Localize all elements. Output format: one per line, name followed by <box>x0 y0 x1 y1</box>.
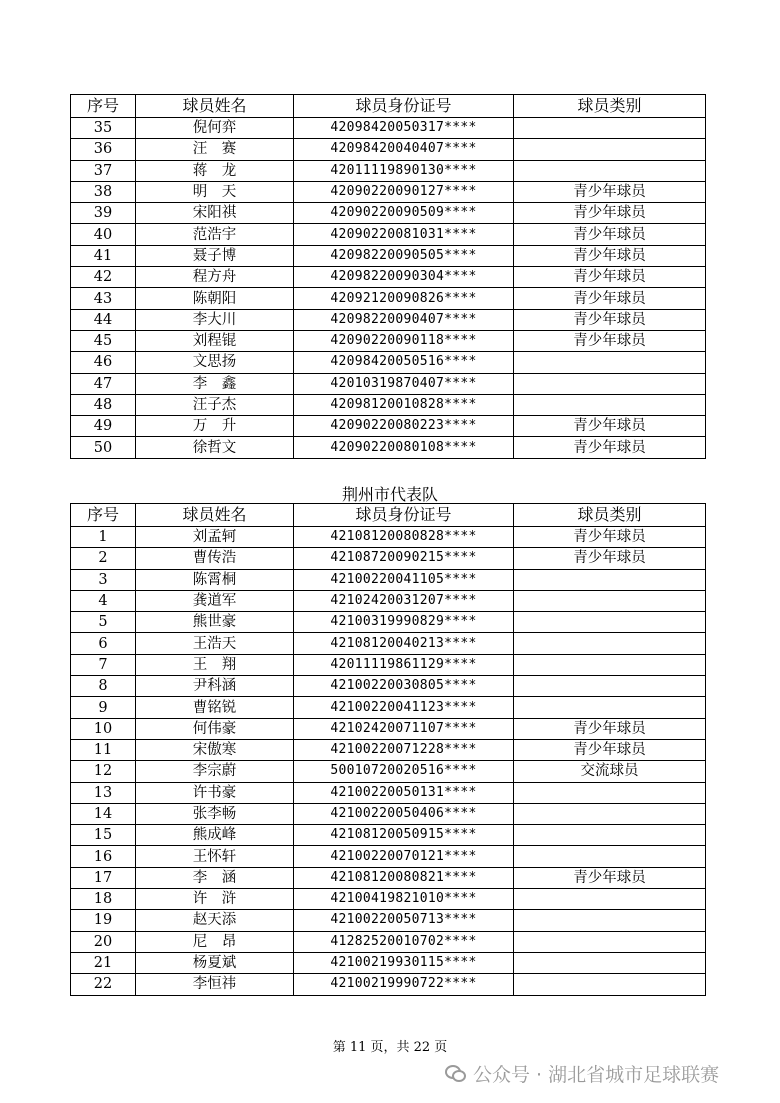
wechat-icon <box>445 1064 465 1082</box>
cell-seq: 5 <box>71 612 136 633</box>
cell-type <box>514 889 706 910</box>
table-row <box>71 846 706 867</box>
cell-seq: 8 <box>71 676 136 697</box>
table-row <box>71 825 706 846</box>
header-name: 球员姓名 <box>136 95 294 118</box>
cell-id: 42098120010828**** <box>294 394 514 415</box>
cell-id: 42100419821010**** <box>294 889 514 910</box>
header-type: 球员类别 <box>514 504 706 527</box>
table-row <box>71 330 706 351</box>
table-row <box>71 739 706 760</box>
table-row <box>71 527 706 548</box>
cell-type <box>514 590 706 611</box>
cell-name: 尼 昂 <box>136 931 294 952</box>
cell-name: 李宗蔚 <box>136 761 294 782</box>
cell-id: 42108120040213**** <box>294 633 514 654</box>
cell-type <box>514 803 706 824</box>
cell-id: 42090220090127**** <box>294 181 514 202</box>
cell-id: 42102420031207**** <box>294 590 514 611</box>
cell-seq: 13 <box>71 782 136 803</box>
cell-id: 42100220071228**** <box>294 739 514 760</box>
cell-type: 青少年球员 <box>514 739 706 760</box>
table-row <box>71 394 706 415</box>
cell-seq: 10 <box>71 718 136 739</box>
cell-type <box>514 846 706 867</box>
table-row <box>71 952 706 973</box>
cell-id: 42102420071107**** <box>294 718 514 739</box>
cell-name: 李 鑫 <box>136 373 294 394</box>
cell-seq: 40 <box>71 224 136 245</box>
cell-type <box>514 352 706 373</box>
table-row <box>71 118 706 139</box>
cell-name: 程方舟 <box>136 267 294 288</box>
cell-seq: 1 <box>71 527 136 548</box>
table-row <box>71 288 706 309</box>
cell-id: 42098420050516**** <box>294 352 514 373</box>
cell-name: 尹科涵 <box>136 676 294 697</box>
cell-type <box>514 825 706 846</box>
cell-name: 万 升 <box>136 416 294 437</box>
cell-id: 42090220090509**** <box>294 203 514 224</box>
table-row <box>71 416 706 437</box>
watermark <box>445 1058 719 1088</box>
cell-id: 42100220050406**** <box>294 803 514 824</box>
cell-seq: 14 <box>71 803 136 824</box>
cell-seq: 4 <box>71 590 136 611</box>
table-row <box>71 612 706 633</box>
table-row <box>71 633 706 654</box>
header-id: 球员身份证号 <box>294 95 514 118</box>
cell-type <box>514 160 706 181</box>
cell-id: 42100220050131**** <box>294 782 514 803</box>
cell-name: 王浩天 <box>136 633 294 654</box>
cell-name: 龚道军 <box>136 590 294 611</box>
cell-name: 何伟豪 <box>136 718 294 739</box>
cell-seq: 16 <box>71 846 136 867</box>
cell-id: 42098420040407**** <box>294 139 514 160</box>
cell-id: 42098220090304**** <box>294 267 514 288</box>
cell-type <box>514 394 706 415</box>
table-row <box>71 590 706 611</box>
cell-seq: 21 <box>71 952 136 973</box>
table-row <box>71 309 706 330</box>
cell-seq: 49 <box>71 416 136 437</box>
table-row <box>71 910 706 931</box>
cell-id: 42108120050915**** <box>294 825 514 846</box>
cell-id: 42011119890130**** <box>294 160 514 181</box>
cell-seq: 44 <box>71 309 136 330</box>
table-row <box>71 245 706 266</box>
cell-type: 青少年球员 <box>514 309 706 330</box>
cell-type: 青少年球员 <box>514 181 706 202</box>
cell-id: 42100220041123**** <box>294 697 514 718</box>
table-row <box>71 676 706 697</box>
roster-table-2 <box>70 503 706 996</box>
cell-name: 倪何弈 <box>136 118 294 139</box>
cell-id: 42098220090407**** <box>294 309 514 330</box>
cell-type <box>514 118 706 139</box>
table-row <box>71 203 706 224</box>
table-row <box>71 437 706 458</box>
cell-name: 张李畅 <box>136 803 294 824</box>
table-row <box>71 974 706 995</box>
cell-type <box>514 697 706 718</box>
cell-id: 42100319990829**** <box>294 612 514 633</box>
cell-id: 42100220070121**** <box>294 846 514 867</box>
table-row <box>71 160 706 181</box>
cell-seq: 50 <box>71 437 136 458</box>
cell-seq: 3 <box>71 569 136 590</box>
cell-type <box>514 139 706 160</box>
cell-type <box>514 974 706 995</box>
table-row <box>71 654 706 675</box>
cell-id: 42011119861129**** <box>294 654 514 675</box>
cell-seq: 15 <box>71 825 136 846</box>
cell-name: 汪子杰 <box>136 394 294 415</box>
roster-table-2-body <box>71 527 706 996</box>
cell-id: 42090220081031**** <box>294 224 514 245</box>
cell-name: 李 涵 <box>136 867 294 888</box>
cell-seq: 45 <box>71 330 136 351</box>
page-footer: 第 11 页，共 22 页 <box>332 1040 448 1055</box>
table-row <box>71 718 706 739</box>
cell-seq: 19 <box>71 910 136 931</box>
cell-id: 42100220030805**** <box>294 676 514 697</box>
table-row <box>71 267 706 288</box>
cell-seq: 38 <box>71 181 136 202</box>
cell-name: 明 天 <box>136 181 294 202</box>
cell-name: 宋傲寒 <box>136 739 294 760</box>
cell-seq: 17 <box>71 867 136 888</box>
cell-type <box>514 931 706 952</box>
cell-id: 42108720090215**** <box>294 548 514 569</box>
cell-type <box>514 782 706 803</box>
cell-seq: 18 <box>71 889 136 910</box>
cell-id: 42098420050317**** <box>294 118 514 139</box>
cell-seq: 39 <box>71 203 136 224</box>
table-row <box>71 548 706 569</box>
header-name: 球员姓名 <box>136 504 294 527</box>
cell-seq: 35 <box>71 118 136 139</box>
table-row <box>71 803 706 824</box>
table-header-row <box>71 95 706 118</box>
cell-id: 42100220041105**** <box>294 569 514 590</box>
cell-id: 42098220090505**** <box>294 245 514 266</box>
cell-id: 42010319870407**** <box>294 373 514 394</box>
table-row <box>71 761 706 782</box>
cell-type: 青少年球员 <box>514 718 706 739</box>
header-id: 球员身份证号 <box>294 504 514 527</box>
table-row <box>71 697 706 718</box>
cell-type <box>514 373 706 394</box>
cell-id: 42100219990722**** <box>294 974 514 995</box>
cell-name: 陈朝阳 <box>136 288 294 309</box>
cell-name: 聂子博 <box>136 245 294 266</box>
cell-type <box>514 633 706 654</box>
cell-seq: 47 <box>71 373 136 394</box>
cell-id: 42090220080108**** <box>294 437 514 458</box>
table-row <box>71 352 706 373</box>
watermark-text: 公众号 · 湖北省城市足球联赛 <box>473 1063 720 1086</box>
cell-name: 徐哲文 <box>136 437 294 458</box>
cell-name: 熊世豪 <box>136 612 294 633</box>
cell-seq: 9 <box>71 697 136 718</box>
cell-name: 刘孟轲 <box>136 527 294 548</box>
cell-seq: 6 <box>71 633 136 654</box>
cell-name: 范浩宇 <box>136 224 294 245</box>
cell-seq: 12 <box>71 761 136 782</box>
cell-name: 许 浒 <box>136 889 294 910</box>
cell-id: 42090220090118**** <box>294 330 514 351</box>
cell-type: 青少年球员 <box>514 267 706 288</box>
cell-seq: 36 <box>71 139 136 160</box>
table-row <box>71 867 706 888</box>
cell-name: 赵天添 <box>136 910 294 931</box>
cell-type: 青少年球员 <box>514 437 706 458</box>
cell-type <box>514 910 706 931</box>
cell-type: 青少年球员 <box>514 224 706 245</box>
table-row <box>71 782 706 803</box>
cell-seq: 7 <box>71 654 136 675</box>
cell-type: 交流球员 <box>514 761 706 782</box>
cell-seq: 48 <box>71 394 136 415</box>
cell-name: 杨夏斌 <box>136 952 294 973</box>
cell-name: 王 翔 <box>136 654 294 675</box>
cell-name: 曹铭锐 <box>136 697 294 718</box>
cell-type <box>514 569 706 590</box>
table-header-row <box>71 504 706 527</box>
cell-seq: 37 <box>71 160 136 181</box>
cell-type <box>514 952 706 973</box>
cell-seq: 22 <box>71 974 136 995</box>
cell-type <box>514 676 706 697</box>
roster-table-1 <box>70 94 706 459</box>
cell-name: 汪 赛 <box>136 139 294 160</box>
table-row <box>71 224 706 245</box>
cell-seq: 20 <box>71 931 136 952</box>
cell-seq: 43 <box>71 288 136 309</box>
roster-table-1-body <box>71 118 706 459</box>
cell-name: 曹传浩 <box>136 548 294 569</box>
table-row <box>71 931 706 952</box>
cell-type: 青少年球员 <box>514 867 706 888</box>
cell-id: 42108120080821**** <box>294 867 514 888</box>
cell-seq: 42 <box>71 267 136 288</box>
cell-name: 王怀轩 <box>136 846 294 867</box>
cell-type: 青少年球员 <box>514 203 706 224</box>
cell-seq: 11 <box>71 739 136 760</box>
cell-name: 李恒祎 <box>136 974 294 995</box>
cell-name: 许书豪 <box>136 782 294 803</box>
team-title: 荆州市代表队 <box>341 485 438 504</box>
table-row <box>71 373 706 394</box>
header-seq: 序号 <box>71 95 136 118</box>
table-row <box>71 181 706 202</box>
cell-name: 文思扬 <box>136 352 294 373</box>
cell-id: 42100219930115**** <box>294 952 514 973</box>
cell-id: 50010720020516**** <box>294 761 514 782</box>
cell-id: 42090220080223**** <box>294 416 514 437</box>
cell-id: 42100220050713**** <box>294 910 514 931</box>
cell-type <box>514 654 706 675</box>
cell-name: 蒋 龙 <box>136 160 294 181</box>
header-type: 球员类别 <box>514 95 706 118</box>
cell-name: 宋阳祺 <box>136 203 294 224</box>
cell-id: 42092120090826**** <box>294 288 514 309</box>
cell-seq: 41 <box>71 245 136 266</box>
table-row <box>71 569 706 590</box>
cell-name: 熊成峰 <box>136 825 294 846</box>
cell-type <box>514 612 706 633</box>
cell-seq: 46 <box>71 352 136 373</box>
table-row <box>71 139 706 160</box>
cell-type: 青少年球员 <box>514 330 706 351</box>
cell-id: 41282520010702**** <box>294 931 514 952</box>
cell-name: 李大川 <box>136 309 294 330</box>
cell-type: 青少年球员 <box>514 527 706 548</box>
table-row <box>71 889 706 910</box>
cell-type: 青少年球员 <box>514 548 706 569</box>
header-seq: 序号 <box>71 504 136 527</box>
cell-type: 青少年球员 <box>514 288 706 309</box>
cell-seq: 2 <box>71 548 136 569</box>
cell-id: 42108120080828**** <box>294 527 514 548</box>
cell-name: 陈霄桐 <box>136 569 294 590</box>
cell-type: 青少年球员 <box>514 245 706 266</box>
cell-name: 刘程锟 <box>136 330 294 351</box>
cell-type: 青少年球员 <box>514 416 706 437</box>
